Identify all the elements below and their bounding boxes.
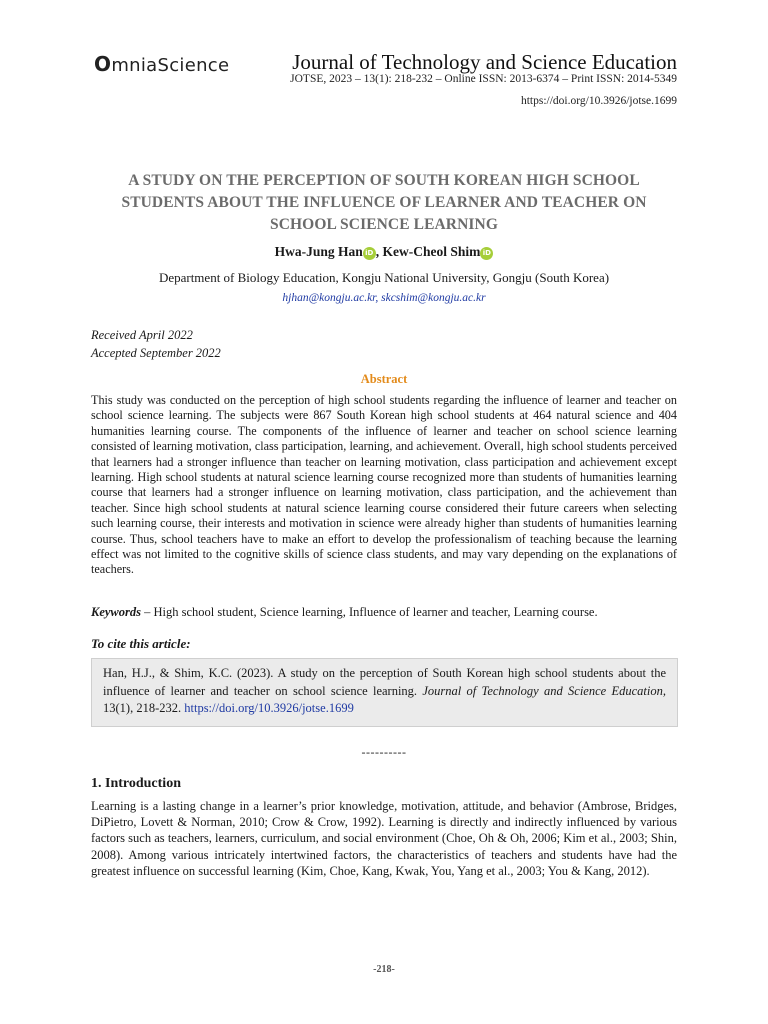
- article-dates: [91, 326, 221, 362]
- abstract-text: This study was conducted on the perception of high school students regarding the influence of learner and teacher on school science learning. The subjects were 867 South Korean high school students at 464 natural science and 404 humanities learning course. The components of the influence of learner and teacher on school science learning consisted of learning motivation, class participation, learning, and achievement. Overall, high school students perceived that learners had a stronger influence than teacher on learning motivation, class participation and achievement except learning. High school students at natural science learning course recognized more than students of humanities learning course that learners had a stronger influence on learning motivation, class participation, and the achievement than teacher. Since high school students at natural science learning course considered their future careers when selecting such learning course, their interests and motivation in science were already higher than students of humanities learning course. Thus, school teachers have to make an effort to develop the professionalism of teaching because the learning effect was not limited to the cognitive skills of science class students, and may vary depending on the explanations of teachers.: [91, 393, 677, 577]
- cite-heading: To cite this article:: [91, 636, 191, 651]
- citation-box: [91, 658, 678, 727]
- author-separator: ,: [375, 244, 383, 259]
- citation-volume-pages: 13(1), 218-232.: [103, 701, 185, 715]
- article-title: A STUDY ON THE PERCEPTION OF SOUTH KOREAN HIGH SCHOOL STUDENTS ABOUT THE INFLUENCE OF LEARNER AND TEACHER ON SCHOOL SCIENCE LEARNING: [121, 172, 647, 233]
- keywords-label: Keywords: [91, 605, 141, 619]
- section-divider: ----------: [361, 745, 407, 759]
- keywords-text: High school student, Science learning, Influence of learner and teacher, Learning course.: [153, 605, 598, 619]
- received-date: Received April 2022: [91, 328, 193, 342]
- abstract-heading: Abstract: [360, 372, 408, 386]
- orcid-icon[interactable]: iD: [480, 247, 493, 260]
- citation-doi-link[interactable]: https://doi.org/10.3926/jotse.1699: [184, 701, 354, 715]
- journal-meta: JOTSE, 2023 – 13(1): 218-232 – Online ISSN: 2013-6374 – Print ISSN: 2014-5349: [290, 73, 677, 85]
- author-name: Kew-Cheol Shim: [382, 244, 481, 259]
- citation-journal: Journal of Technology and Science Education,: [422, 683, 666, 698]
- omniascience-logo[interactable]: [94, 52, 229, 76]
- section-heading-introduction: 1. Introduction: [91, 776, 181, 791]
- logo-text: mniaScience: [111, 55, 230, 76]
- author-list: [91, 244, 677, 260]
- author-affiliation: Department of Biology Education, Kongju National University, Gongju (South Korea): [158, 270, 610, 285]
- citation-authors-title: Han, H.J., & Shim, K.C. (2023). A study on the perception of South Korean high school students about the influence of learner and teacher on school science learning.: [103, 666, 666, 698]
- logo-o-mark: O: [94, 52, 112, 76]
- journal-doi-link[interactable]: https://doi.org/10.3926/jotse.1699: [520, 95, 677, 107]
- accepted-date: Accepted September 2022: [91, 346, 221, 360]
- orcid-icon[interactable]: iD: [363, 247, 376, 260]
- keywords: [91, 605, 677, 620]
- keywords-dash: –: [141, 605, 154, 619]
- author-emails[interactable]: hjhan@kongju.ac.kr, skcshim@kongju.ac.kr: [282, 292, 486, 304]
- page-number: -218-: [373, 964, 395, 975]
- journal-name: Journal of Technology and Science Education: [292, 50, 677, 74]
- introduction-text: Learning is a lasting change in a learner’s prior knowledge, motivation, attitude, and behavior (Ambrose, Bridges, DiPietro, Lovett & Norman, 2010; Crow & Crow, 1992). Learning is directly and indirectly influenced by various factors such as teachers, learners, curriculum, and social environment (Choe, Oh & Oh, 2006; Kim et al., 2003; Shin, 2008). Among various intricately intertwined factors, the characteristics of teachers and students have had the greatest influence on successful learning (Kim, Choe, Kang, Kwak, You, Yang et al., 2003; You & Kang, 2012).: [91, 799, 677, 878]
- author-name: Hwa-Jung Han: [274, 244, 363, 259]
